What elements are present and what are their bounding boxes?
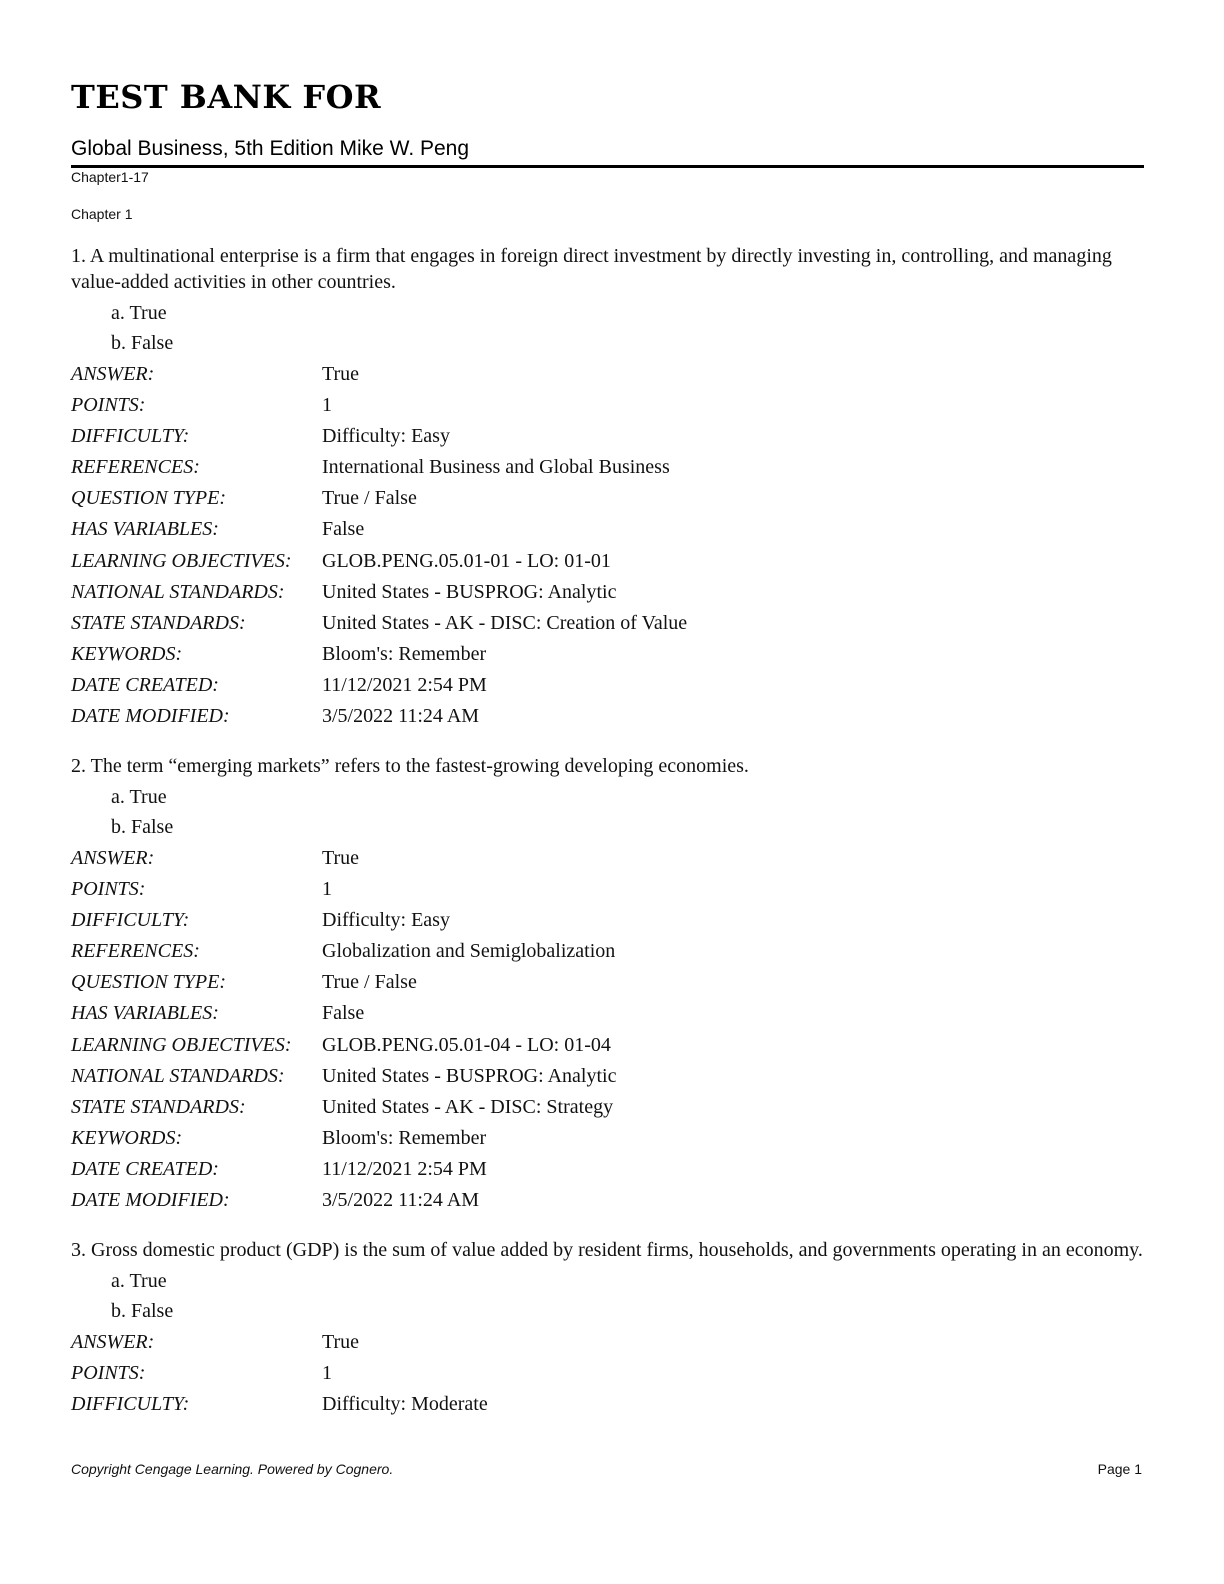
meta-label: NATIONAL STANDARDS:: [71, 580, 285, 603]
meta-row-national-standards: [71, 577, 1144, 608]
chapter-label: Chapter 1: [71, 206, 133, 222]
meta-row-difficulty: [71, 1389, 1144, 1420]
footer-page-number: Page 1: [1097, 1461, 1142, 1477]
chapter-range: Chapter1-17: [71, 169, 149, 185]
meta-row-has-variables: [71, 514, 1144, 545]
meta-row-difficulty: [71, 421, 1144, 452]
meta-row-keywords: [71, 1123, 1144, 1154]
meta-row-date-modified: [71, 701, 1144, 732]
option-a: a. True: [111, 1270, 167, 1292]
meta-row-date-created: [71, 1154, 1144, 1185]
meta-row-references: [71, 936, 1144, 967]
references-value: International Business and Global Business: [322, 456, 670, 479]
meta-label: KEYWORDS:: [71, 1126, 183, 1149]
meta-label: KEYWORDS:: [71, 642, 183, 665]
meta-row-references: [71, 452, 1144, 483]
meta-label: DATE CREATED:: [71, 673, 219, 696]
meta-row-state-standards: [71, 1092, 1144, 1123]
meta-label: HAS VARIABLES:: [71, 1002, 219, 1025]
meta-label: REFERENCES:: [71, 940, 200, 963]
meta-label: POINTS:: [71, 878, 146, 901]
date-modified-value: 3/5/2022 11:24 AM: [322, 705, 480, 728]
meta-row-answer: [71, 359, 1144, 390]
meta-row-state-standards: [71, 608, 1144, 639]
meta-row-difficulty: [71, 905, 1144, 936]
answer-value: True: [322, 847, 360, 869]
meta-row-date-modified: [71, 1185, 1144, 1216]
learning-objectives-value: GLOB.PENG.05.01-01 - LO: 01-01: [322, 549, 611, 572]
book-title: Global Business, 5th Edition Mike W. Peng: [71, 137, 470, 160]
keywords-value: Bloom's: Remember: [322, 1126, 487, 1149]
option-b: b. False: [111, 332, 174, 354]
meta-label: DIFFICULTY:: [71, 425, 190, 448]
option-b: b. False: [111, 816, 174, 838]
meta-row-learning-objectives: [71, 1030, 1144, 1061]
meta-label: POINTS:: [71, 1362, 146, 1385]
header-rule: [71, 165, 1144, 168]
points-value: 1: [322, 878, 332, 901]
meta-label: STATE STANDARDS:: [71, 611, 246, 634]
meta-row-points: [71, 390, 1144, 421]
meta-label: LEARNING OBJECTIVES:: [71, 549, 292, 572]
meta-label: POINTS:: [71, 394, 146, 417]
meta-row-points: [71, 874, 1144, 905]
meta-label: ANSWER:: [71, 847, 155, 869]
difficulty-value: Difficulty: Easy: [322, 909, 450, 932]
points-value: 1: [322, 394, 332, 417]
national-standards-value: United States - BUSPROG: Analytic: [322, 580, 617, 603]
answer-value: True: [322, 363, 360, 385]
keywords-value: Bloom's: Remember: [322, 642, 487, 665]
national-standards-value: United States - BUSPROG: Analytic: [322, 1064, 617, 1087]
date-created-value: 11/12/2021 2:54 PM: [322, 1157, 487, 1180]
meta-row-answer: [71, 1327, 1144, 1358]
meta-label: STATE STANDARDS:: [71, 1095, 246, 1118]
question-metadata: [71, 359, 1144, 732]
state-standards-value: United States - AK - DISC: Creation of Value: [322, 611, 688, 634]
references-value: Globalization and Semiglobalization: [322, 940, 616, 963]
meta-label: LEARNING OBJECTIVES:: [71, 1033, 292, 1056]
meta-row-date-created: [71, 670, 1144, 701]
question-metadata: [71, 1327, 1144, 1420]
meta-label: DIFFICULTY:: [71, 909, 190, 932]
footer-copyright: Copyright Cengage Learning. Powered by Cognero.: [71, 1461, 394, 1477]
has-variables-value: False: [322, 518, 365, 541]
difficulty-value: Difficulty: Easy: [322, 425, 450, 448]
state-standards-value: United States - AK - DISC: Strategy: [322, 1095, 614, 1118]
points-value: 1: [322, 1362, 332, 1385]
question-type-value: True / False: [322, 487, 417, 510]
meta-label: REFERENCES:: [71, 456, 200, 479]
answer-value: True: [322, 1331, 360, 1353]
meta-label: NATIONAL STANDARDS:: [71, 1064, 285, 1087]
difficulty-value: Difficulty: Moderate: [322, 1393, 488, 1416]
meta-label: QUESTION TYPE:: [71, 487, 227, 510]
date-modified-value: 3/5/2022 11:24 AM: [322, 1189, 480, 1212]
meta-row-question-type: [71, 483, 1144, 514]
meta-label: ANSWER:: [71, 363, 155, 385]
question-stem: 3. Gross domestic product (GDP) is the sum of value added by resident firms, households, and governments operating in an economy.: [71, 1239, 1143, 1261]
question-metadata: [71, 843, 1144, 1216]
question-1: [71, 243, 1144, 732]
option-b: b. False: [111, 1300, 174, 1322]
meta-label: ANSWER:: [71, 1331, 155, 1353]
meta-label: DATE CREATED:: [71, 1157, 219, 1180]
test-bank-banner: TEST BANK FOR: [71, 78, 382, 116]
meta-row-keywords: [71, 639, 1144, 670]
meta-label: HAS VARIABLES:: [71, 518, 219, 541]
meta-row-learning-objectives: [71, 546, 1144, 577]
meta-label: QUESTION TYPE:: [71, 971, 227, 994]
question-3: [71, 1237, 1144, 1420]
option-a: a. True: [111, 302, 167, 324]
meta-label: DIFFICULTY:: [71, 1393, 190, 1416]
question-2: [71, 753, 1144, 1216]
option-a: a. True: [111, 786, 167, 808]
meta-row-national-standards: [71, 1061, 1144, 1092]
date-created-value: 11/12/2021 2:54 PM: [322, 673, 487, 696]
meta-label: DATE MODIFIED:: [71, 705, 230, 728]
learning-objectives-value: GLOB.PENG.05.01-04 - LO: 01-04: [322, 1033, 611, 1056]
has-variables-value: False: [322, 1002, 365, 1025]
meta-label: DATE MODIFIED:: [71, 1189, 230, 1212]
meta-row-answer: [71, 843, 1144, 874]
meta-row-question-type: [71, 967, 1144, 998]
meta-row-points: [71, 1358, 1144, 1389]
question-stem: 2. The term “emerging markets” refers to the fastest-growing developing economies.: [71, 755, 749, 777]
question-type-value: True / False: [322, 971, 417, 994]
question-stem: 1. A multinational enterprise is a firm that engages in foreign direct investment by directly investing in, controlling, and managing value-added activities in other countries.: [71, 245, 1112, 293]
meta-row-has-variables: [71, 998, 1144, 1029]
